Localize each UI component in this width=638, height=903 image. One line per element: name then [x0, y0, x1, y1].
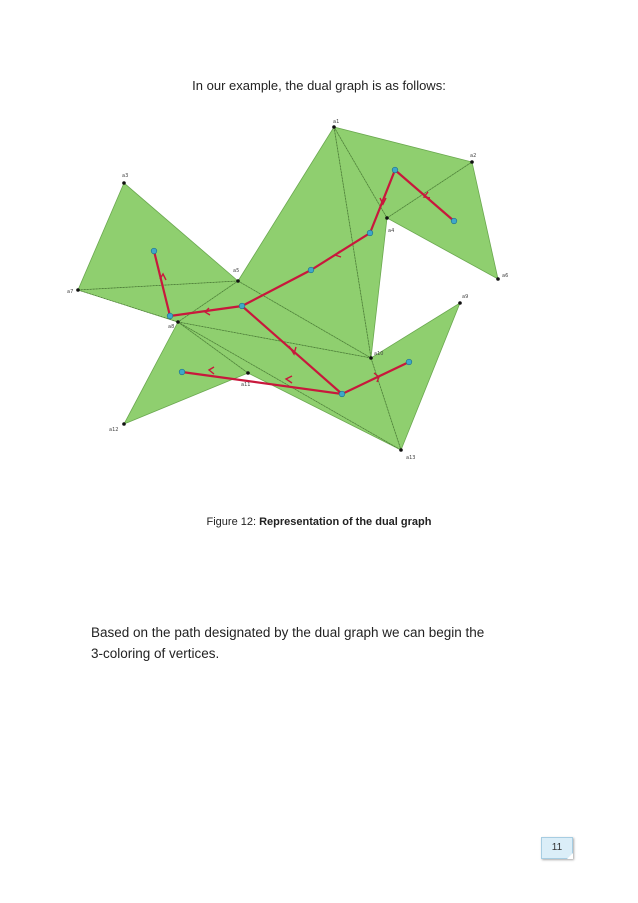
figure-caption	[0, 516, 638, 528]
vertex-label-a2: a2	[470, 153, 477, 159]
vertex-label-a9: a9	[462, 294, 469, 300]
intro-text: In our example, the dual graph is as follows:	[192, 78, 446, 93]
body-paragraph	[91, 622, 531, 664]
vertex-label-a3: a3	[122, 173, 129, 179]
vertex-label-a1: a1	[333, 119, 340, 125]
vertex-label-a5: a5	[233, 268, 240, 274]
body-line-1: Based on the path designated by the dual graph we can begin the	[91, 625, 485, 640]
triangle-a3-a7-a5	[78, 183, 238, 290]
vertex-label-a8: a8	[168, 324, 175, 330]
vertex-label-a4: a4	[388, 228, 395, 234]
vertex-label-a11: a11	[241, 382, 251, 388]
dual-graph-figure	[60, 110, 530, 470]
triangles	[78, 127, 498, 450]
vertex-label-a7: a7	[67, 289, 74, 295]
body-line-2: 3-coloring of vertices.	[91, 646, 220, 661]
page-number: 11	[541, 837, 573, 859]
vertex-label-a6: a6	[502, 273, 509, 279]
vertex-label-a12: a12	[109, 427, 119, 433]
caption-title: Representation of the dual graph	[259, 516, 432, 528]
vertex-label-a13: a13	[406, 455, 416, 461]
caption-prefix: Figure 12:	[206, 516, 260, 528]
vertex-label-a10: a10	[374, 351, 384, 357]
